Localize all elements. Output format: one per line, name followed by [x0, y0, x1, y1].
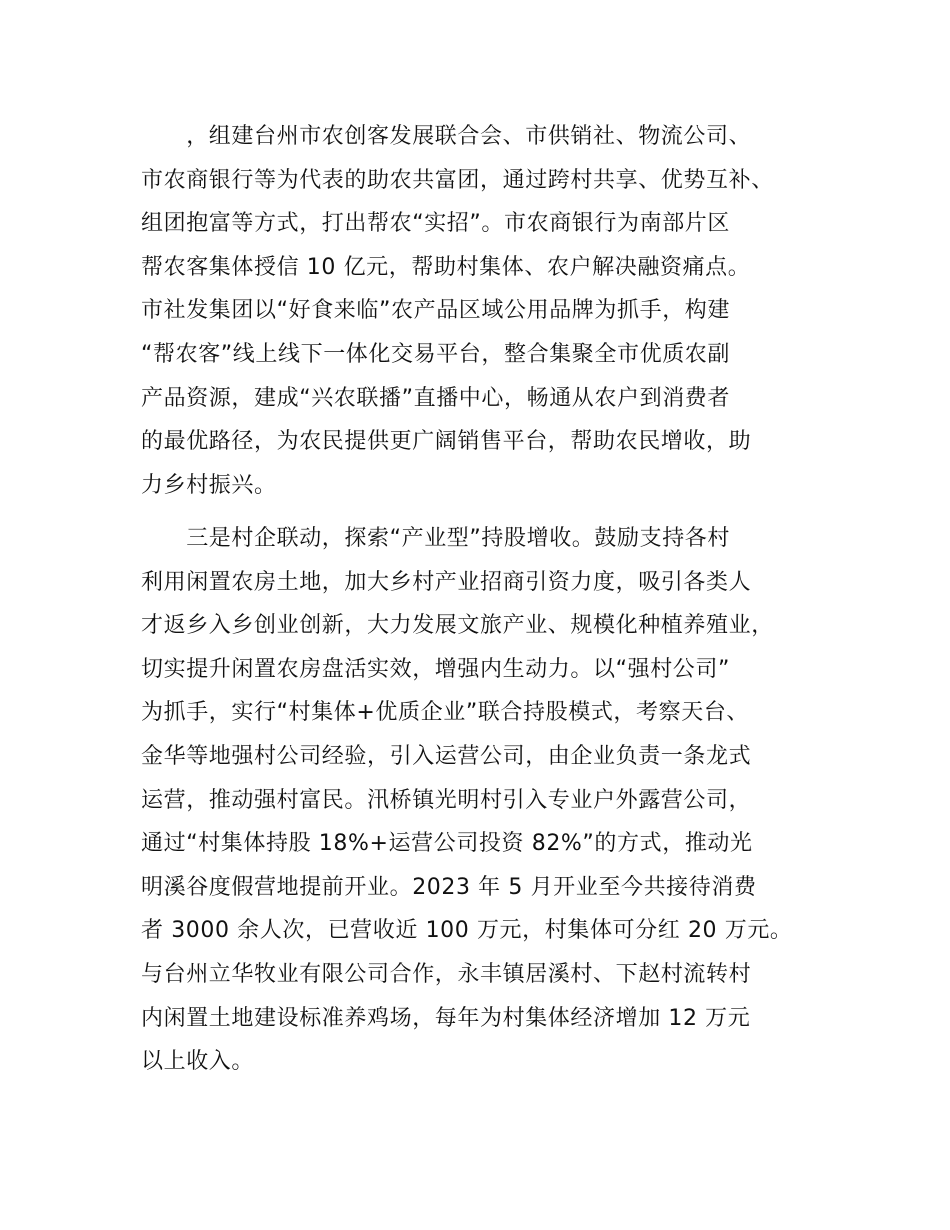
text-line: 以上收入。	[141, 1049, 255, 1075]
text-line: 内闲置土地建设标准养鸡场，每年为村集体经济增加 12 万元	[141, 1005, 751, 1031]
text-line: 通过“村集体持股 18%+运营公司投资 82%”的方式，推动光	[141, 831, 753, 857]
text-line: 帮农客集体授信 10 亿元，帮助村集体、农户解决融资痛点。	[141, 254, 751, 280]
text-line: 的最优路径，为农民提供更广阔销售平台，帮助农民增收，助	[141, 429, 752, 455]
text-line: 切实提升闲置农房盘活实效，增强内生动力。以“强村公司”	[141, 656, 730, 682]
paragraph-village-enterprise	[141, 517, 841, 1084]
text-line: ，组建台州市农创客发展联合会、市供销社、物流公司、	[141, 124, 752, 149]
text-line: 产品资源，建成“兴农联播”直播中心，畅通从农户到消费者	[141, 385, 730, 411]
text-line: 与台州立华牧业有限公司合作，永丰镇居溪村、下赵村流转村	[141, 961, 752, 987]
text-line: 市社发集团以“好食来临”农产品区域公用品牌为抓手，构建	[141, 298, 730, 324]
text-line: 运营，推动强村富民。汛桥镇光明村引入专业户外露营公司，	[141, 787, 752, 813]
text-line: 为抓手，实行“村集体+优质企业”联合持股模式，考察天台、	[141, 700, 750, 726]
text-line: 力乡村振兴。	[141, 472, 277, 498]
text-line: 者 3000 余人次，已营收近 100 万元，村集体可分红 20 万元。	[141, 918, 793, 944]
text-line: 金华等地强村公司经验，引入运营公司，由企业负责一条龙式	[141, 743, 752, 769]
text-line: “帮农客”线上线下一体化交易平台，整合集聚全市优质农副	[141, 341, 730, 367]
text-line: 明溪谷度假营地提前开业。2023 年 5 月开业至今共接待消费	[141, 874, 757, 900]
text-line: 利用闲置农房土地，加大乡村产业招商引资力度，吸引各类人	[141, 569, 752, 595]
text-line: 市农商银行等为代表的助农共富团，通过跨村共享、优势互补、	[141, 167, 774, 193]
text-line: 组团抱富等方式，打出帮农“实招”。市农商银行为南部片区	[141, 211, 730, 237]
text-line: 三是村企联动，探索“产业型”持股增收。鼓励支持各村	[141, 526, 730, 551]
paragraph-cooperation	[141, 115, 841, 507]
text-line: 才返乡入乡创业创新，大力发展文旅产业、规模化种植养殖业，	[141, 613, 774, 639]
